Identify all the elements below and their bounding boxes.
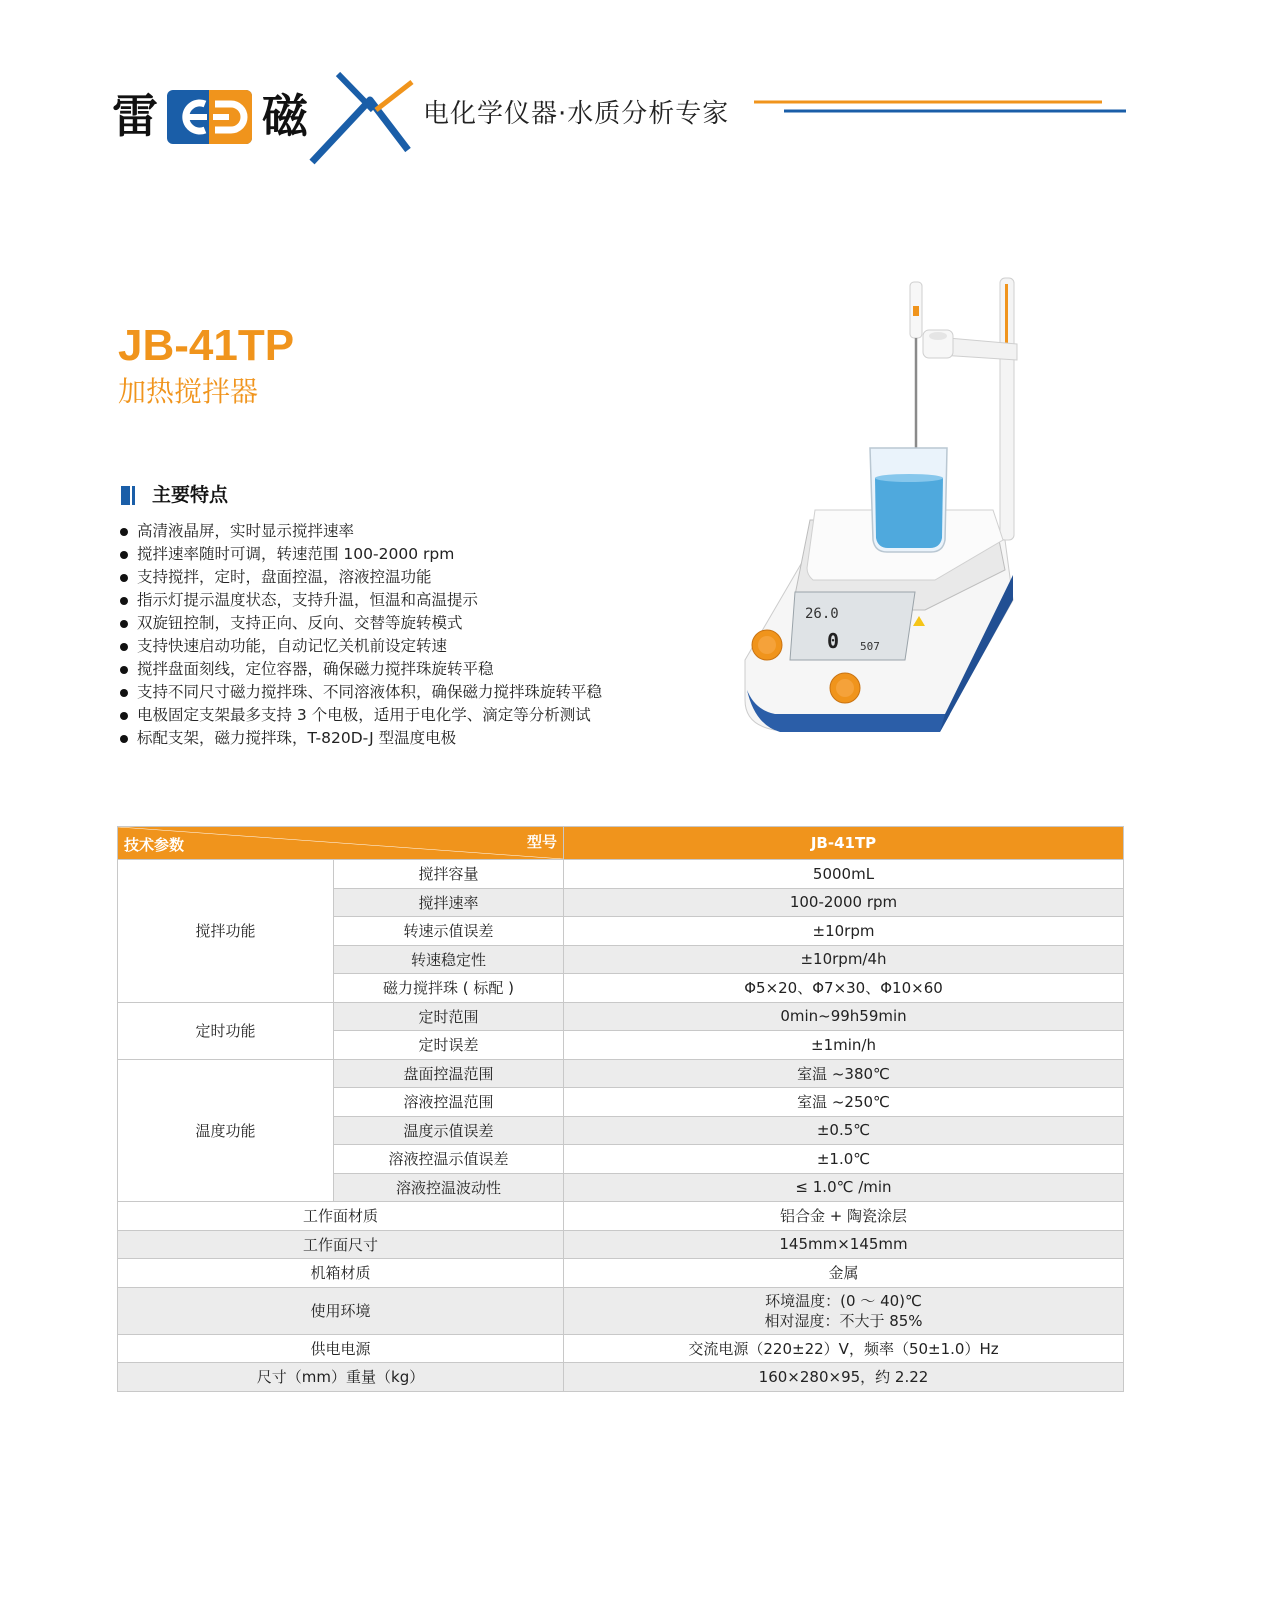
features-heading-label: 主要特点 [152, 484, 229, 506]
row-name: 使用环境 [118, 1287, 564, 1334]
table-row [118, 1259, 1124, 1288]
heading-bar-icon [121, 486, 130, 505]
value-line: 相对湿度：不大于 85% [764, 1311, 923, 1330]
list-item [118, 635, 602, 658]
row-name: 供电电源 [118, 1334, 564, 1363]
row-name: 工作面材质 [118, 1202, 564, 1231]
display-setpoint: 507 [860, 640, 880, 653]
header-diagonal-icon [118, 827, 563, 859]
list-item [118, 704, 602, 727]
row-name: 转速示值误差 [334, 917, 564, 946]
product-model: JB-41TP [118, 321, 295, 370]
row-value: ≤ 1.0℃ /min [564, 1173, 1124, 1202]
row-name: 溶液控温范围 [334, 1088, 564, 1117]
product-image [735, 270, 1035, 750]
list-item [118, 727, 602, 750]
feature-text: 指示灯提示温度状态，支持升温，恒温和高温提示 [137, 591, 479, 609]
row-value: 160×280×95，约 2.22 [564, 1363, 1124, 1392]
feature-text: 高清液晶屏，实时显示搅拌速率 [137, 522, 355, 540]
row-value: ±10rpm [564, 917, 1124, 946]
row-name: 机箱材质 [118, 1259, 564, 1288]
value-line: 环境温度：(0 ～ 40)℃ [765, 1291, 922, 1310]
bullet-icon [120, 689, 128, 697]
feature-text: 搅拌速率随时可调，转速范围 100-2000 rpm [137, 545, 455, 563]
brand-logo-icon [167, 90, 252, 144]
table-header-param [118, 827, 564, 860]
row-value: ±10rpm/4h [564, 945, 1124, 974]
bullet-icon [120, 735, 128, 743]
spec-table [117, 826, 1124, 1392]
table-row [118, 1059, 1124, 1088]
list-item [118, 612, 602, 635]
list-item [118, 681, 602, 704]
table-row [118, 1287, 1124, 1334]
feature-text: 标配支架，磁力搅拌珠，T-820D-J 型温度电极 [137, 729, 457, 747]
brand-swoosh-icon [308, 70, 418, 165]
row-value: Φ5×20、Φ7×30、Φ10×60 [564, 974, 1124, 1003]
bullet-icon [120, 712, 128, 720]
header-right-label: 型号 [526, 833, 557, 851]
header-left-label: 技术参数 [124, 836, 185, 854]
table-row [118, 1363, 1124, 1392]
row-name: 溶液控温波动性 [334, 1173, 564, 1202]
table-row [118, 860, 1124, 889]
group-label: 搅拌功能 [118, 860, 334, 1003]
row-value [564, 1287, 1124, 1334]
bullet-icon [120, 620, 128, 628]
header-decor-lines [750, 96, 1130, 116]
brand-slogan: 电化学仪器·水质分析专家 [423, 99, 730, 129]
list-item [118, 566, 602, 589]
list-item [118, 658, 602, 681]
row-value: 100-2000 rpm [564, 888, 1124, 917]
bullet-icon [120, 666, 128, 674]
group-label: 定时功能 [118, 1002, 334, 1059]
feature-text: 双旋钮控制，支持正向、反向、交替等旋转模式 [137, 614, 463, 632]
row-name: 温度示值误差 [334, 1116, 564, 1145]
row-value: 铝合金 + 陶瓷涂层 [564, 1202, 1124, 1231]
row-name: 尺寸（mm）重量（kg） [118, 1363, 564, 1392]
bullet-icon [120, 574, 128, 582]
bullet-icon [120, 551, 128, 559]
heading-bar-thin-icon [132, 486, 135, 505]
list-item [118, 520, 602, 543]
row-name: 搅拌容量 [334, 860, 564, 889]
row-value: 交流电源（220±22）V，频率（50±1.0）Hz [564, 1334, 1124, 1363]
table-header-model: JB-41TP [564, 827, 1124, 860]
table-row [118, 1202, 1124, 1231]
display-temp: 26.0 [805, 606, 839, 622]
row-value: 5000mL [564, 860, 1124, 889]
row-name: 定时范围 [334, 1002, 564, 1031]
table-header-row [118, 827, 1124, 860]
row-name: 溶液控温示值误差 [334, 1145, 564, 1174]
feature-text: 支持搅拌，定时，盘面控温，溶液控温功能 [137, 568, 432, 586]
row-value: 金属 [564, 1259, 1124, 1288]
row-name: 工作面尺寸 [118, 1230, 564, 1259]
brand-name-left: 雷 [112, 89, 158, 143]
feature-text: 支持不同尺寸磁力搅拌珠、不同溶液体积，确保磁力搅拌珠旋转平稳 [137, 683, 603, 701]
row-name: 磁力搅拌珠 ( 标配 ) [334, 974, 564, 1003]
table-row [118, 1230, 1124, 1259]
feature-text: 电极固定支架最多支持 3 个电极，适用于电化学、滴定等分析测试 [137, 706, 591, 724]
row-value: ±1.0℃ [564, 1145, 1124, 1174]
row-value: ±0.5℃ [564, 1116, 1124, 1145]
display-speed: 0 [827, 629, 840, 653]
bullet-icon [120, 528, 128, 536]
row-name: 搅拌速率 [334, 888, 564, 917]
row-value: 室温 ~250℃ [564, 1088, 1124, 1117]
row-value: 室温 ~380℃ [564, 1059, 1124, 1088]
table-row [118, 1334, 1124, 1363]
page-header [0, 0, 1265, 180]
list-item [118, 543, 602, 566]
row-value: 145mm×145mm [564, 1230, 1124, 1259]
row-name: 盘面控温范围 [334, 1059, 564, 1088]
list-item [118, 589, 602, 612]
feature-text: 支持快速启动功能，自动记忆关机前设定转速 [137, 637, 448, 655]
group-label: 温度功能 [118, 1059, 334, 1202]
row-name: 转速稳定性 [334, 945, 564, 974]
row-value: ±1min/h [564, 1031, 1124, 1060]
bullet-icon [120, 597, 128, 605]
brand-name-right: 磁 [262, 89, 308, 143]
bullet-icon [120, 643, 128, 651]
table-row [118, 1002, 1124, 1031]
features-list [118, 520, 602, 750]
product-name: 加热搅拌器 [118, 375, 259, 408]
feature-text: 搅拌盘面刻线，定位容器，确保磁力搅拌珠旋转平稳 [137, 660, 494, 678]
row-value: 0min~99h59min [564, 1002, 1124, 1031]
row-name: 定时误差 [334, 1031, 564, 1060]
